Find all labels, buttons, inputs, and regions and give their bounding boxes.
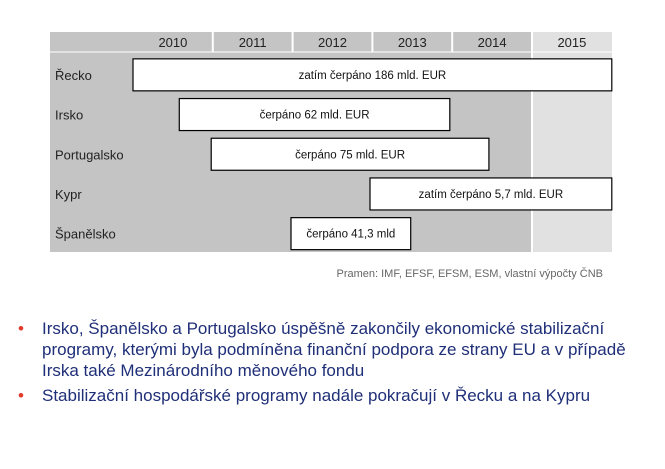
year-tick-label: 2011	[238, 35, 267, 50]
year-tick-label: 2013	[397, 35, 427, 50]
program-bar-label: zatím čerpáno 186 mld. EUR	[298, 69, 447, 82]
bullet-marker: •	[18, 386, 24, 405]
year-tick-label: 2010	[158, 35, 188, 50]
bullet-item	[18, 318, 658, 381]
year-tick-label: 2014	[477, 35, 507, 50]
program-bar-label: čerpáno 62 mld. EUR	[259, 109, 370, 122]
bullet-marker: •	[18, 319, 24, 338]
country-label: Irsko	[55, 107, 84, 123]
country-label: Řecko	[55, 67, 92, 83]
bullet-item	[18, 385, 658, 406]
program-bar-label: zatím čerpáno 5,7 mld. EUR	[418, 188, 564, 201]
country-label: Portugalsko	[55, 147, 124, 163]
program-bar-label: čerpáno 41,3 mld	[306, 228, 396, 241]
program-bar-label: čerpáno 75 mld. EUR	[295, 149, 406, 162]
country-label: Španělsko	[55, 226, 116, 242]
year-tick-label: 2015	[557, 35, 587, 50]
bullet-text: Stabilizační hospodářské programy nadále pokračují v Řecku a na Kypru	[42, 386, 591, 405]
year-tick-label: 2012	[318, 35, 347, 50]
bullet-text: Irsko, Španělsko a Portugalsko úspěšně zakončily ekonomické stabilizační programy, kterými byla podmíněna finanční podpora ze strany EU a v případě Irska také Mezinárodního měnového fondu	[42, 319, 626, 380]
source-note: Pramen: IMF, EFSF, EFSM, ESM, vlastní výpočty ČNB	[336, 268, 603, 280]
bullet-list	[18, 318, 658, 410]
country-label: Kypr	[55, 186, 82, 202]
